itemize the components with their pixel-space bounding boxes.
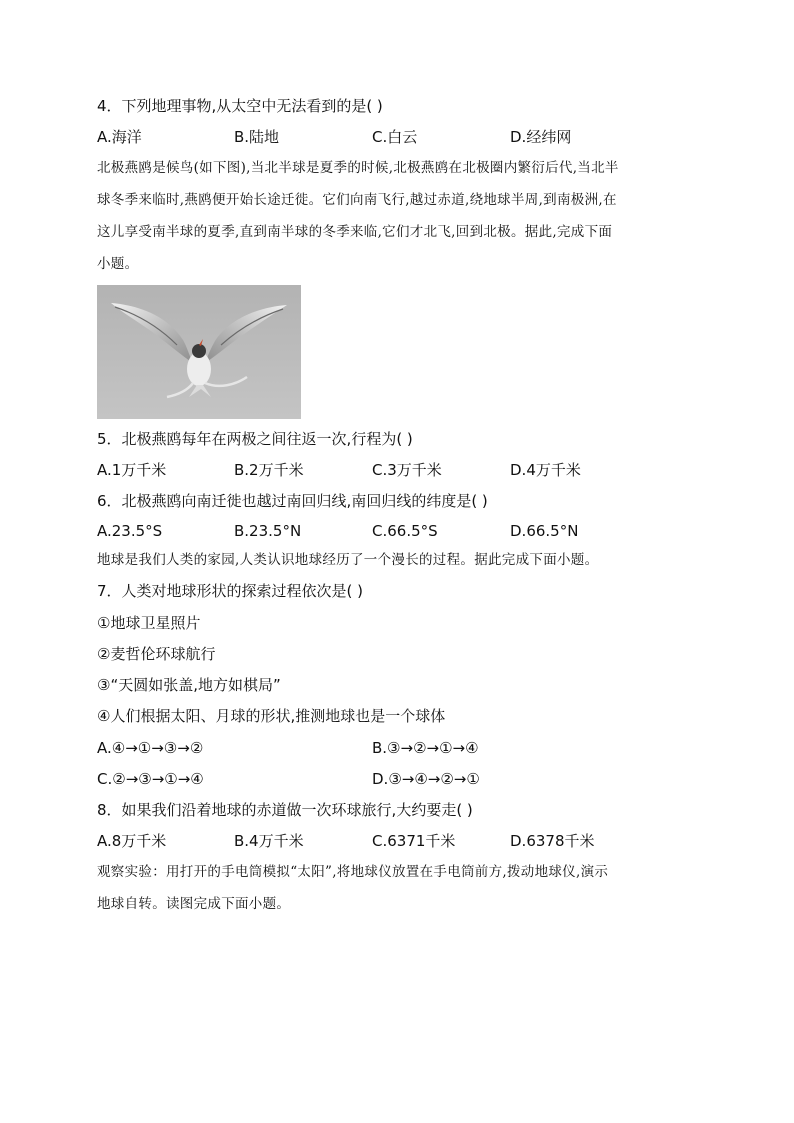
option-a: A.④→①→③→②	[97, 739, 204, 757]
option-d: D.6378千米	[510, 832, 595, 850]
option-a: A.海洋	[97, 128, 142, 146]
option-d: D.经纬网	[510, 128, 572, 146]
passage-2: 地球是我们人类的家园,人类认识地球经历了一个漫长的过程。据此完成下面小题。	[97, 552, 599, 568]
passage-1-line-4: 小题。	[97, 256, 139, 272]
question-4-stem: 4．下列地理事物,从太空中无法看到的是( )	[97, 97, 383, 115]
passage-1-line-1: 北极燕鸥是候鸟(如下图),当北半球是夏季的时候,北极燕鸥在北极圈内繁衍后代,当北半	[97, 160, 619, 176]
arctic-tern-photo	[97, 285, 301, 419]
option-a: A.1万千米	[97, 461, 167, 479]
option-a: A.23.5°S	[97, 522, 163, 540]
question-7-item-3: ③“天圆如张盖,地方如棋局”	[97, 676, 281, 694]
passage-3-line-2: 地球自转。读图完成下面小题。	[97, 896, 291, 912]
question-5-options	[97, 460, 697, 480]
option-b: B.4万千米	[234, 832, 304, 850]
option-c: C.3万千米	[372, 461, 442, 479]
passage-3-line-1: 观察实验：用打开的手电筒模拟“太阳”,将地球仪放置在手电筒前方,拨动地球仪,演示	[97, 864, 609, 880]
option-c: C.6371千米	[372, 832, 456, 850]
question-8-options	[97, 831, 697, 851]
option-c: C.66.5°S	[372, 522, 438, 540]
question-7-item-1: ①地球卫星照片	[97, 614, 201, 632]
question-4-options	[97, 127, 697, 147]
option-a: A.8万千米	[97, 832, 167, 850]
question-7-item-4: ④人们根据太阳、月球的形状,推测地球也是一个球体	[97, 707, 446, 725]
passage-1-line-2: 球冬季来临时,燕鸥便开始长途迁徙。它们向南飞行,越过赤道,绕地球半周,到南极洲,在	[97, 192, 617, 208]
question-7-item-2: ②麦哲伦环球航行	[97, 645, 216, 663]
option-b: B.23.5°N	[234, 522, 302, 540]
option-b: B.③→②→①→④	[372, 739, 479, 757]
question-7-options-row-1	[97, 738, 697, 758]
option-d: D.③→④→②→①	[372, 770, 480, 788]
option-c: C.白云	[372, 128, 418, 146]
option-c: C.②→③→①→④	[97, 770, 204, 788]
passage-1-line-3: 这儿享受南半球的夏季,直到南半球的冬季来临,它们才北飞,回到北极。据此,完成下面	[97, 224, 613, 240]
question-7-options-row-2	[97, 769, 697, 789]
question-7-stem: 7．人类对地球形状的探索过程依次是( )	[97, 582, 364, 600]
question-8-stem: 8．如果我们沿着地球的赤道做一次环球旅行,大约要走( )	[97, 801, 473, 819]
question-6-stem: 6．北极燕鸥向南迁徙也越过南回归线,南回归线的纬度是( )	[97, 492, 488, 510]
option-b: B.2万千米	[234, 461, 304, 479]
question-6-options	[97, 521, 697, 541]
option-d: D.66.5°N	[510, 522, 579, 540]
option-d: D.4万千米	[510, 461, 581, 479]
question-5-stem: 5．北极燕鸥每年在两极之间往返一次,行程为( )	[97, 430, 413, 448]
option-b: B.陆地	[234, 128, 280, 146]
